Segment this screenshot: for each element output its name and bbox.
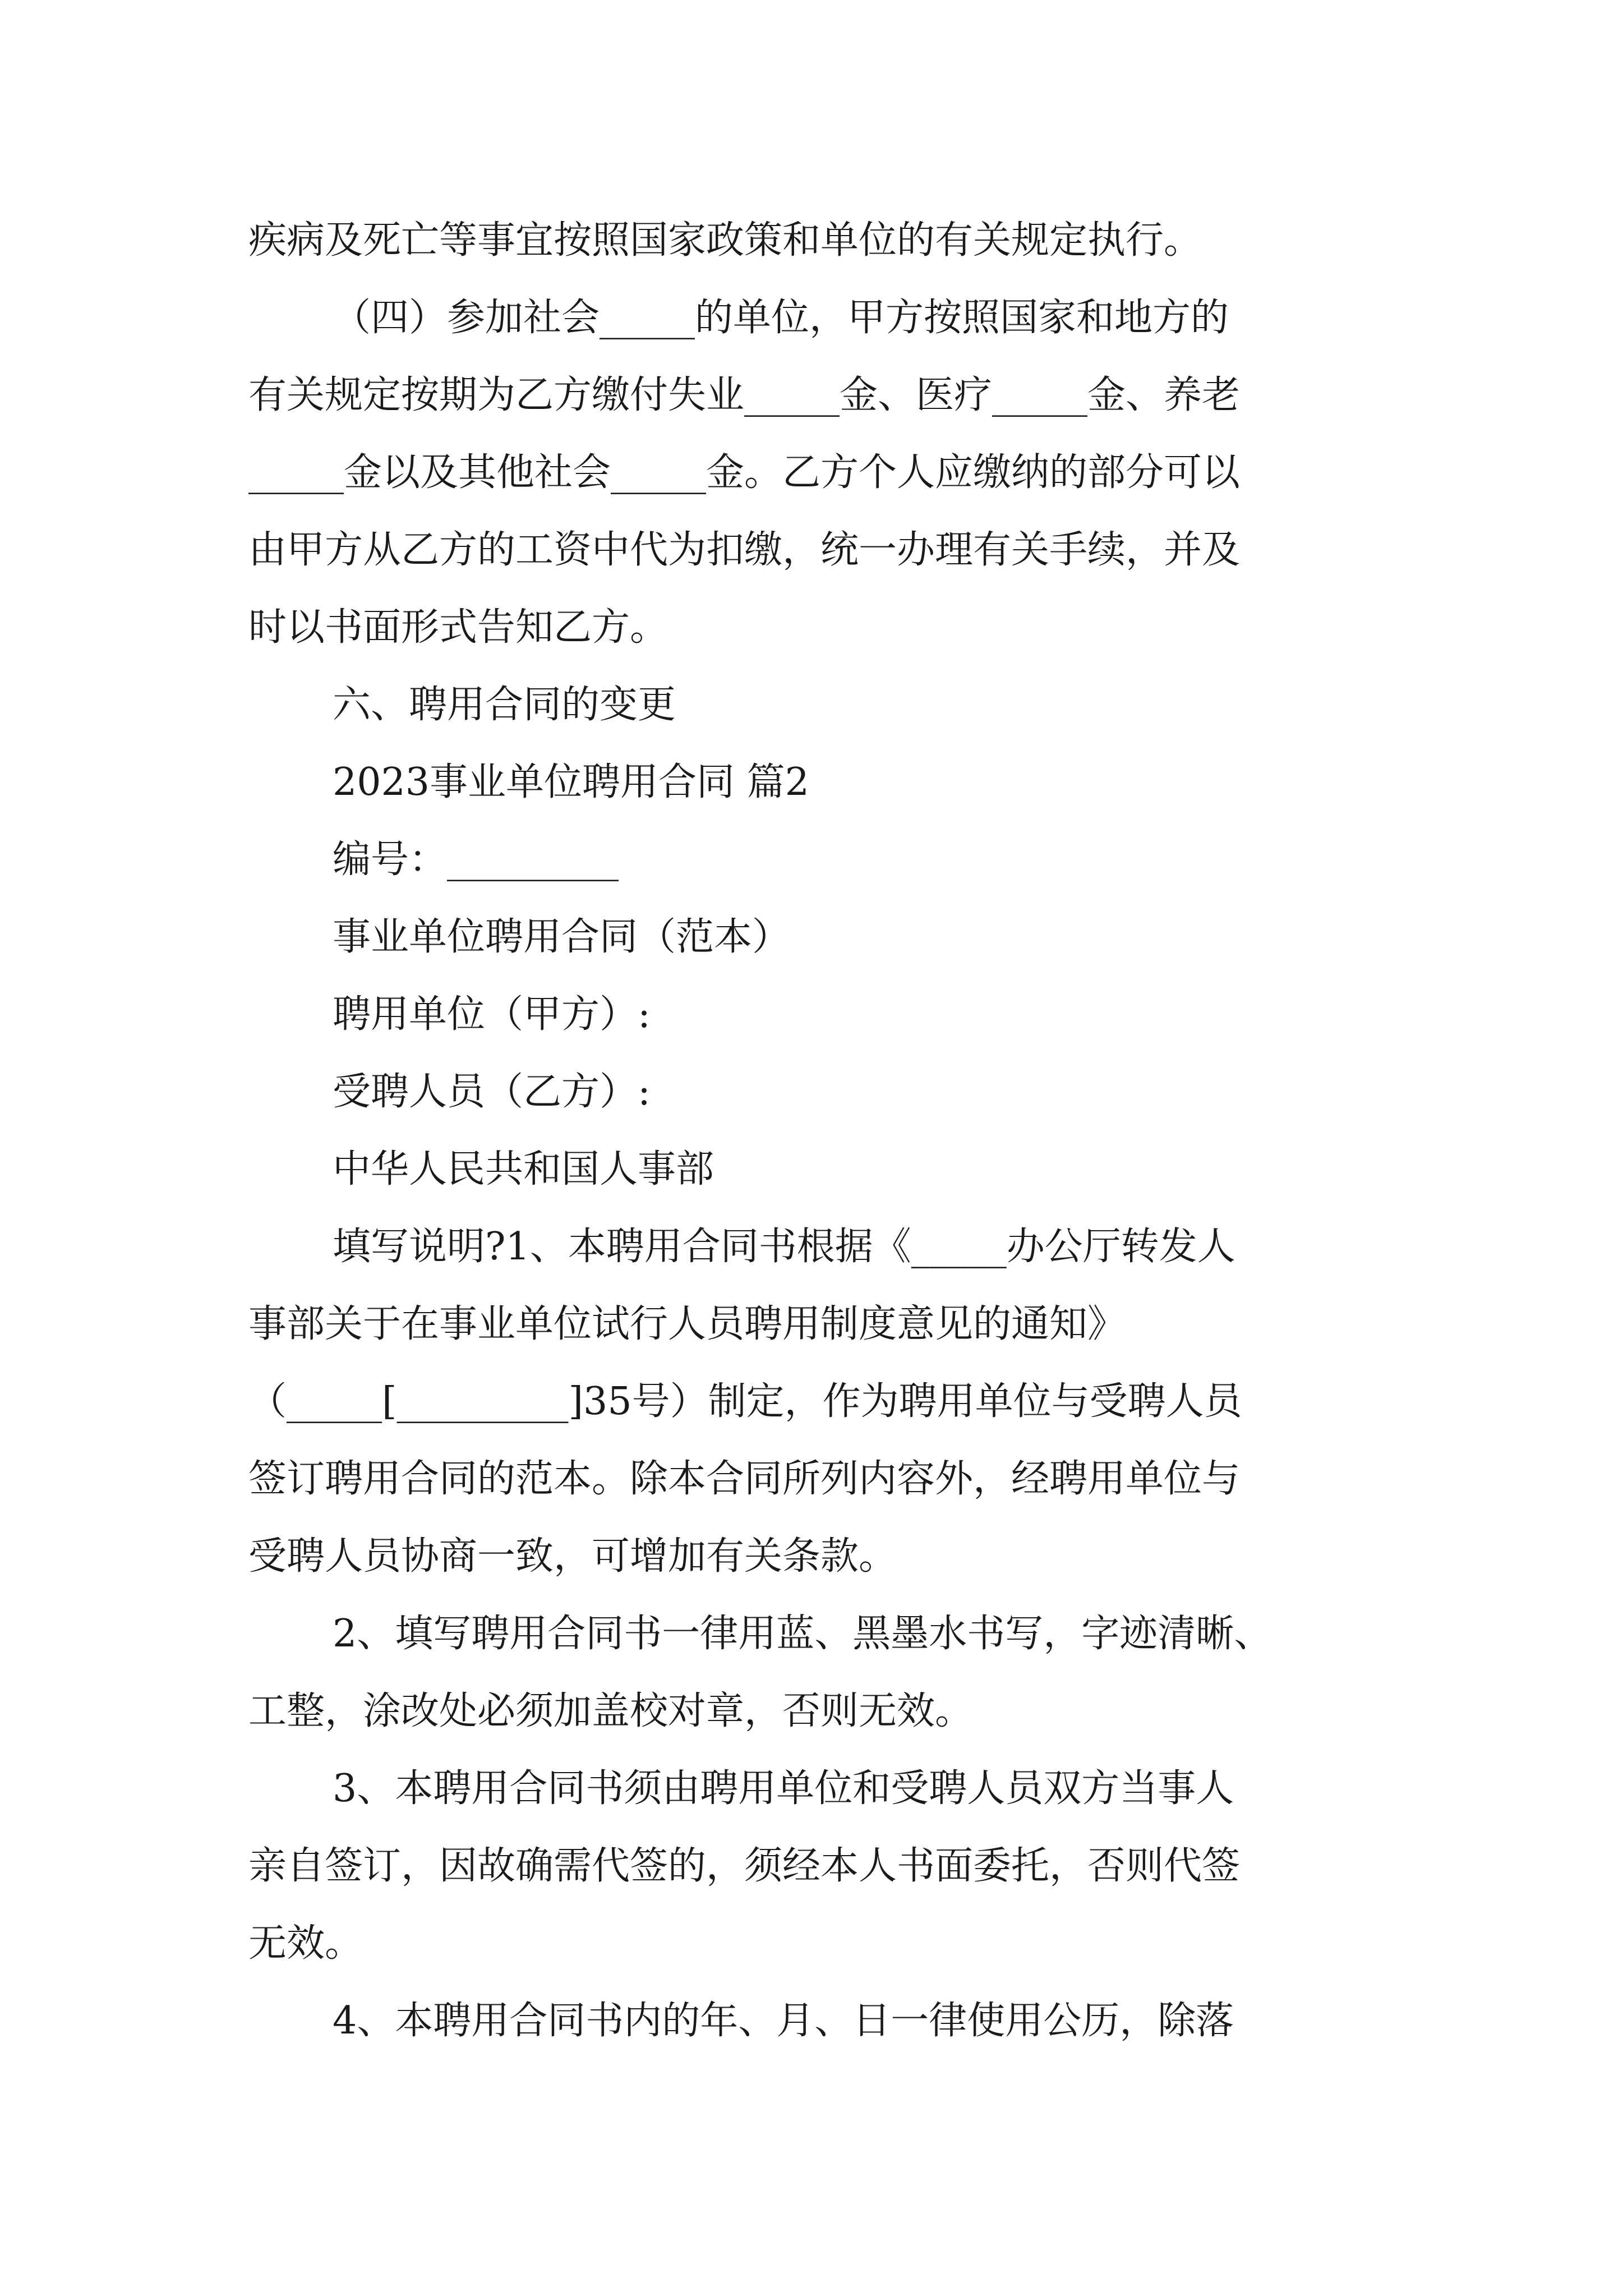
employer-field: 聘用单位（甲方）: bbox=[333, 992, 651, 1037]
text-line: （四）参加社会_____的单位，甲方按照国家和地方的 bbox=[333, 296, 1229, 340]
text-line: 2、填写聘用合同书一律用蓝、黑墨水书写，字迹清晰、 bbox=[333, 1612, 1272, 1656]
text-line: 疾病及死亡等事宜按照国家政策和单位的有关规定执行。 bbox=[248, 218, 1202, 263]
text-line: 签订聘用合同的范本。除本合同所列内容外，经聘用单位与 bbox=[248, 1457, 1241, 1501]
document-title: 2023事业单位聘用合同 篇2 bbox=[333, 760, 809, 804]
issuing-authority: 中华人民共和国人事部 bbox=[333, 1147, 714, 1191]
text-line: 4、本聘用合同书内的年、月、日一律使用公历，除落 bbox=[333, 1999, 1234, 2043]
contract-title: 事业单位聘用合同（范本） bbox=[333, 915, 791, 959]
text-line: 由甲方从乙方的工资中代为扣缴，统一办理有关手续，并及 bbox=[248, 528, 1241, 572]
text-line: 受聘人员协商一致，可增加有关条款。 bbox=[248, 1534, 897, 1579]
text-line: _____金以及其他社会_____金。乙方个人应缴纳的部分可以 bbox=[248, 450, 1241, 495]
serial-number-field: 编号：_________ bbox=[333, 838, 619, 882]
text-line: 无效。 bbox=[248, 1921, 363, 1966]
text-line: （_____[_________]35号）制定，作为聘用单位与受聘人员 bbox=[248, 1379, 1242, 1424]
text-line: 有关规定按期为乙方缴付失业_____金、医疗_____金、养老 bbox=[248, 373, 1241, 417]
employee-field: 受聘人员（乙方）: bbox=[333, 1070, 651, 1114]
text-line: 3、本聘用合同书须由聘用单位和受聘人员双方当事人 bbox=[333, 1766, 1234, 1811]
text-line: 时以书面形式告知乙方。 bbox=[248, 605, 668, 650]
section-heading: 六、聘用合同的变更 bbox=[333, 683, 676, 727]
text-line: 事部关于在事业单位试行人员聘用制度意见的通知》 bbox=[248, 1302, 1126, 1346]
text-line: 填写说明?1、本聘用合同书根据《_____办公厅转发人 bbox=[333, 1225, 1235, 1269]
text-line: 亲自签订，因故确需代签的，须经本人书面委托，否则代签 bbox=[248, 1844, 1241, 1888]
document-body bbox=[248, 202, 1381, 2060]
text-line: 工整，涂改处必须加盖校对章，否则无效。 bbox=[248, 1689, 974, 1733]
